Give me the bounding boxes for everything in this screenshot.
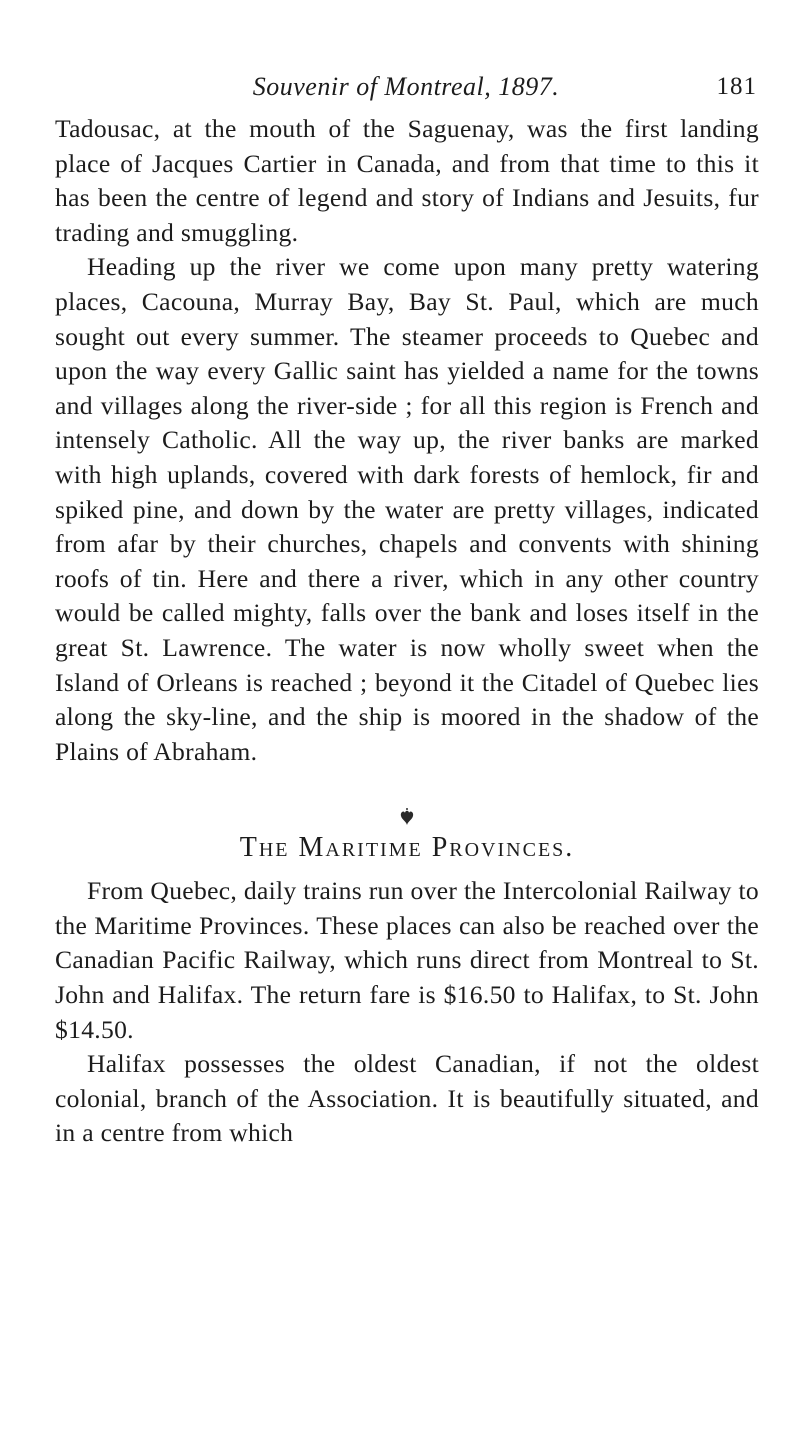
body-text (55, 112, 759, 1151)
running-title: Souvenir of Montreal, 1897. (252, 72, 560, 101)
paragraph-2: Heading up the river we come upon many pretty watering places, Cacouna, Murray Bay, Bay St. Paul, which are much sought out every summer. The steamer proceeds to Quebec and upon the way every Gallic saint has yielded a name for the towns and villages along the river-side ; for all this region is French and intensely Catholic. All the way up, the river banks are marked with high uplands, covered with dark forests of hemlock, fir and spiked pine, and down by the water are pretty villages, indicated from afar by their churches, chapels and convents with shining roofs of tin. Here and there a river, which in any other country would be called mighty, falls over the bank and loses itself in the great St. Lawrence. The water is now wholly sweet when the Island of Orleans is reached ; beyond it the Citadel of Quebec lies along the sky-line, and the ship is moored in the shadow of the Plains of Abraham. (55, 252, 759, 766)
fleuron-icon (55, 801, 759, 827)
paragraph-3: From Quebec, daily trains run over the Intercolonial Railway to the Maritime Provinces. These places can also be reached over the Canadian Pacific Railway, which runs direct from Montreal to St. John and Halifax. The return fare is $16.50 to Halifax, to St. John $14.50. (55, 876, 759, 1044)
running-head (55, 70, 757, 104)
page-number: 181 (716, 73, 757, 100)
section-heading (55, 831, 759, 866)
section-heading-text: The Maritime Provinces. (239, 832, 575, 864)
paragraph-1: Tadousac, at the mouth of the Saguenay, was the first landing place of Jacques Cartier in Canada, and from that time to this it has been the centre of legend and story of Indians and Jesuits, fur trading and smuggling. (55, 114, 759, 247)
paragraph-4: Halifax possesses the oldest Canadian, if not the oldest colonial, branch of the Association. It is beautifully situated, and in a centre from which (55, 1049, 759, 1148)
